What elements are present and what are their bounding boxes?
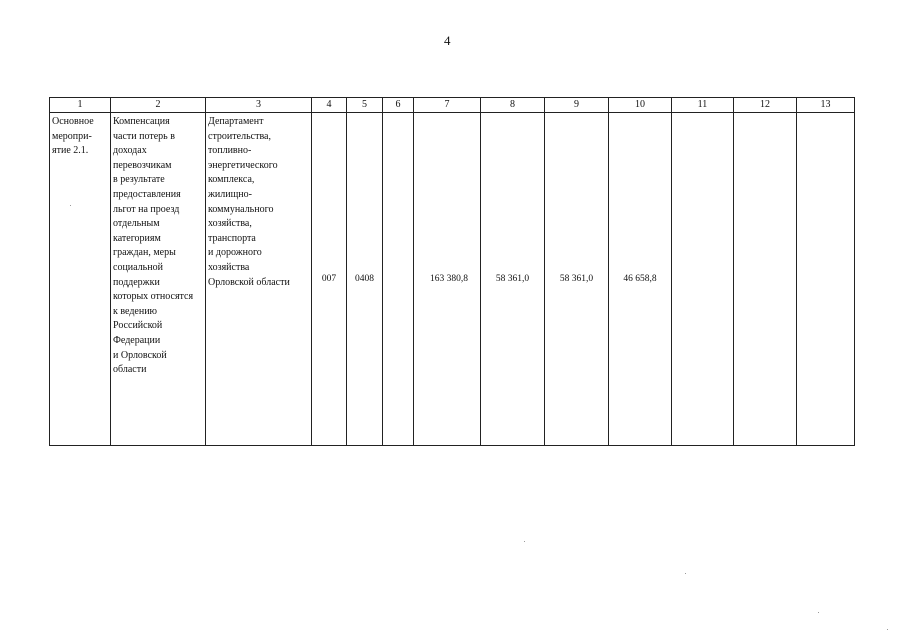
cell-col-4 bbox=[312, 113, 347, 446]
column-header-3: 3 bbox=[206, 98, 312, 113]
cell-col-9 bbox=[545, 113, 609, 446]
column-header-1: 1 bbox=[50, 98, 111, 113]
measure-number-text: Основное меропри- ятие 2.1. bbox=[52, 116, 94, 157]
column-header-4: 4 bbox=[312, 98, 347, 113]
cell-col-6 bbox=[383, 113, 414, 446]
column-header-7: 7 bbox=[414, 98, 481, 113]
responsible-executor-text: Департамент строительства, топливно- энергетического комплекса, жилищно- коммунального хозяйства, транспорта и дорожного хозяйства Орловской области bbox=[208, 116, 290, 288]
column-header-6: 6 bbox=[383, 98, 414, 113]
column-header-10: 10 bbox=[609, 98, 672, 113]
cell-measure-number bbox=[50, 113, 111, 446]
cell-col-8 bbox=[481, 113, 545, 446]
page-number: 4 bbox=[444, 33, 451, 48]
measure-description-text: Компенсация части потерь в доходах перевозчикам в результате предоставления льгот на проезд отдельным категориям граждан, меры социальной поддержки которых относятся к ведению Российской Федерации и Орловской области bbox=[113, 116, 194, 376]
cell-measure-description bbox=[111, 113, 206, 446]
scan-speck bbox=[685, 573, 686, 574]
scan-speck bbox=[524, 541, 525, 542]
column-header-12: 12 bbox=[734, 98, 797, 113]
cell-col-10 bbox=[609, 113, 672, 446]
column-header-2: 2 bbox=[111, 98, 206, 113]
cell-col-12 bbox=[734, 113, 797, 446]
value-col-7: 163 380,8 bbox=[430, 274, 468, 284]
scan-speck bbox=[818, 612, 819, 613]
scan-speck bbox=[70, 205, 71, 206]
cell-col-11 bbox=[672, 113, 734, 446]
budget-table bbox=[49, 97, 855, 446]
column-header-8: 8 bbox=[481, 98, 545, 113]
value-col-10: 46 658,8 bbox=[623, 274, 657, 284]
cell-responsible-executor bbox=[206, 113, 312, 446]
scan-speck bbox=[887, 629, 888, 630]
cell-col-13 bbox=[797, 113, 855, 446]
value-col-4: 007 bbox=[321, 274, 337, 284]
table-row bbox=[50, 113, 855, 446]
header-row bbox=[50, 98, 855, 113]
column-header-5: 5 bbox=[347, 98, 383, 113]
cell-col-7 bbox=[414, 113, 481, 446]
column-header-11: 11 bbox=[672, 98, 734, 113]
cell-col-5 bbox=[347, 113, 383, 446]
column-header-13: 13 bbox=[797, 98, 855, 113]
value-col-8: 58 361,0 bbox=[495, 274, 530, 284]
column-header-9: 9 bbox=[545, 98, 609, 113]
value-col-9: 58 361,0 bbox=[559, 274, 594, 284]
value-col-5: 0408 bbox=[355, 274, 374, 284]
